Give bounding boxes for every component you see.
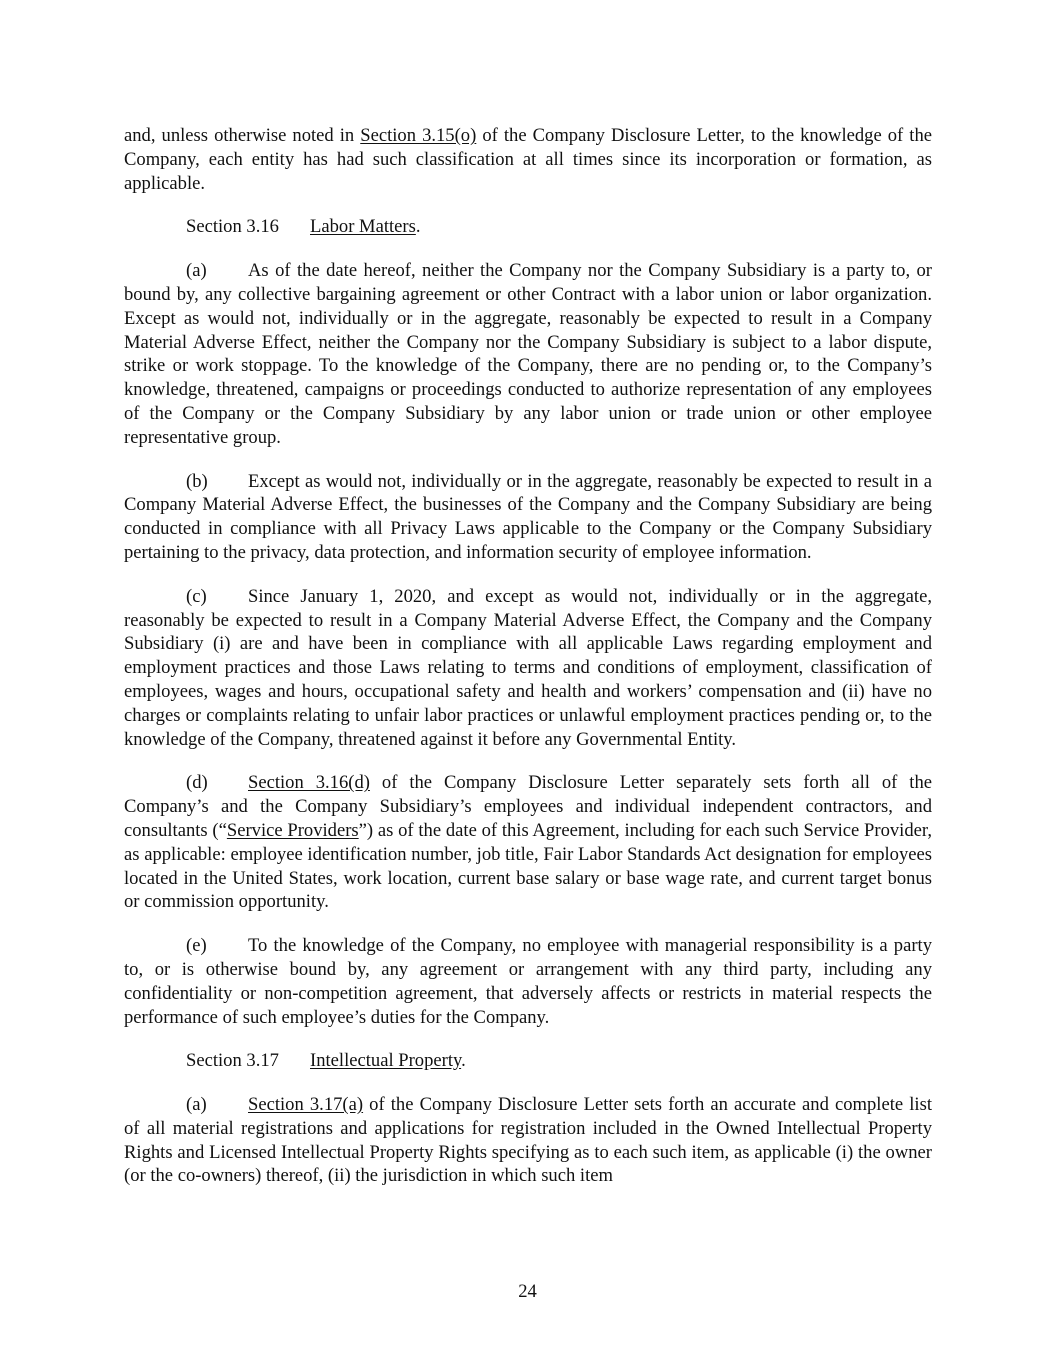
section-3-16-title: Labor Matters	[310, 216, 416, 238]
paragraph-a	[124, 259, 932, 449]
document-page	[124, 124, 932, 1208]
paragraph-a-text: As of the date hereof, neither the Company nor the Company Subsidiary is a party to, or bound by, any collective bargaining agreement or other Contract with a labor union or labor organization. Except as would not, individually or in the aggregate, reasonably be expected to result in a Company Material Adverse Effect, neither the Company nor the Company Subsidiary is subject to a labor dispute, strike or work stoppage. To the knowledge of the Company, there are no pending or, to the Company’s knowledge, threatened, campaigns or proceedings conducted to authorize representation of any employees of the Company or the Company Subsidiary by any labor union or trade union or other employee representative group.	[124, 260, 932, 448]
paragraph-d	[124, 771, 932, 914]
section-ref-3-16-d: Section 3.16(d)	[248, 772, 370, 794]
section-3-16-heading	[124, 215, 932, 239]
section-3-16-number: Section 3.16	[186, 216, 279, 238]
paragraph-c-label: (c)	[186, 585, 207, 607]
intro-text-end: of the Company Disclosure Letter, to the knowledge of the Company, each entity has had such classification at all times since its incorporation or formation, as applicable.	[124, 125, 933, 194]
paragraph-e-text: To the knowledge of the Company, no employee with managerial responsibility is a party to, or is otherwise bound by, any agreement or arrangement with any third party, including any confidentiality or non-competition agreement, that adversely affects or restricts in material respects the performance of such employee’s duties for the Company.	[124, 935, 932, 1028]
heading-period: .	[415, 216, 421, 238]
section-ref-3-17-a: Section 3.17(a)	[248, 1094, 364, 1116]
intro-text-start: and, unless otherwise noted in	[124, 125, 361, 146]
paragraph-e-label: (e)	[186, 935, 207, 957]
section-3-17-title: Intellectual Property	[310, 1050, 462, 1072]
paragraph-3-17-a	[124, 1093, 932, 1188]
paragraph-d-text-end: ”) as of the date of this Agreement, including for each such Service Provider, as applicable: employee identification number, job title, Fair Labor Standards Act designation for employees located in the United States, work location, current base salary or base wage rate, and current target bonus or commission opportunity.	[124, 819, 932, 913]
heading-period: .	[461, 1050, 466, 1072]
paragraph-b	[124, 470, 932, 565]
paragraph-b-text: Except as would not, individually or in the aggregate, reasonably be expected to result in a Company Material Adverse Effect, the businesses of the Company and the Company Subsidiary are being conducted in compliance with all Privacy Laws applicable to the Company or the Company Subsidiary pertaining to the privacy, data protection, and information security of employee information.	[124, 470, 932, 563]
paragraph-a-label: (a)	[186, 260, 207, 282]
section-3-17-heading	[124, 1049, 932, 1073]
paragraph-d-label: (d)	[186, 772, 208, 794]
paragraph-e	[124, 934, 932, 1029]
section-ref-3-15-o: Section 3.15(o)	[360, 125, 477, 146]
paragraph-3-17-a-text: of the Company Disclosure Letter sets forth an accurate and complete list of all material registrations and applications for registration included in the Owned Intellectual Property Rights and Licensed Intellectual Property Rights specifying as to each such item, as applicable (i) the owner (or the co-owners) thereof, (ii) the jurisdiction in which such item	[124, 1094, 932, 1187]
paragraph-3-17-a-label: (a)	[186, 1094, 207, 1116]
paragraph-c-text: Since January 1, 2020, and except as would not, individually or in the aggregate, reasonably be expected to result in a Company Material Adverse Effect, the Company and the Company Subsidiary (i) are and have been in compliance with all applicable Laws regarding employment and employment practices and those Laws relating to terms and conditions of employment, classification of employees, wages and hours, occupational safety and health and workers’ compensation and (ii) have no charges or complaints relating to unfair labor practices or unlawful employment practices pending or, to the knowledge of the Company, threatened against it before any Governmental Entity.	[124, 585, 932, 750]
paragraph-b-label: (b)	[186, 470, 208, 492]
paragraph-d-text-start: of the Company Disclosure Letter separately sets forth all of the Company’s and the Company Subsidiary’s employees and individual independent contractors, and consultants (“	[124, 772, 933, 841]
page-number: 24	[518, 1281, 537, 1302]
section-3-17-number: Section 3.17	[186, 1050, 279, 1072]
paragraph-c	[124, 585, 932, 752]
intro-paragraph	[124, 124, 932, 195]
defined-term-service-providers: Service Providers	[226, 819, 359, 841]
